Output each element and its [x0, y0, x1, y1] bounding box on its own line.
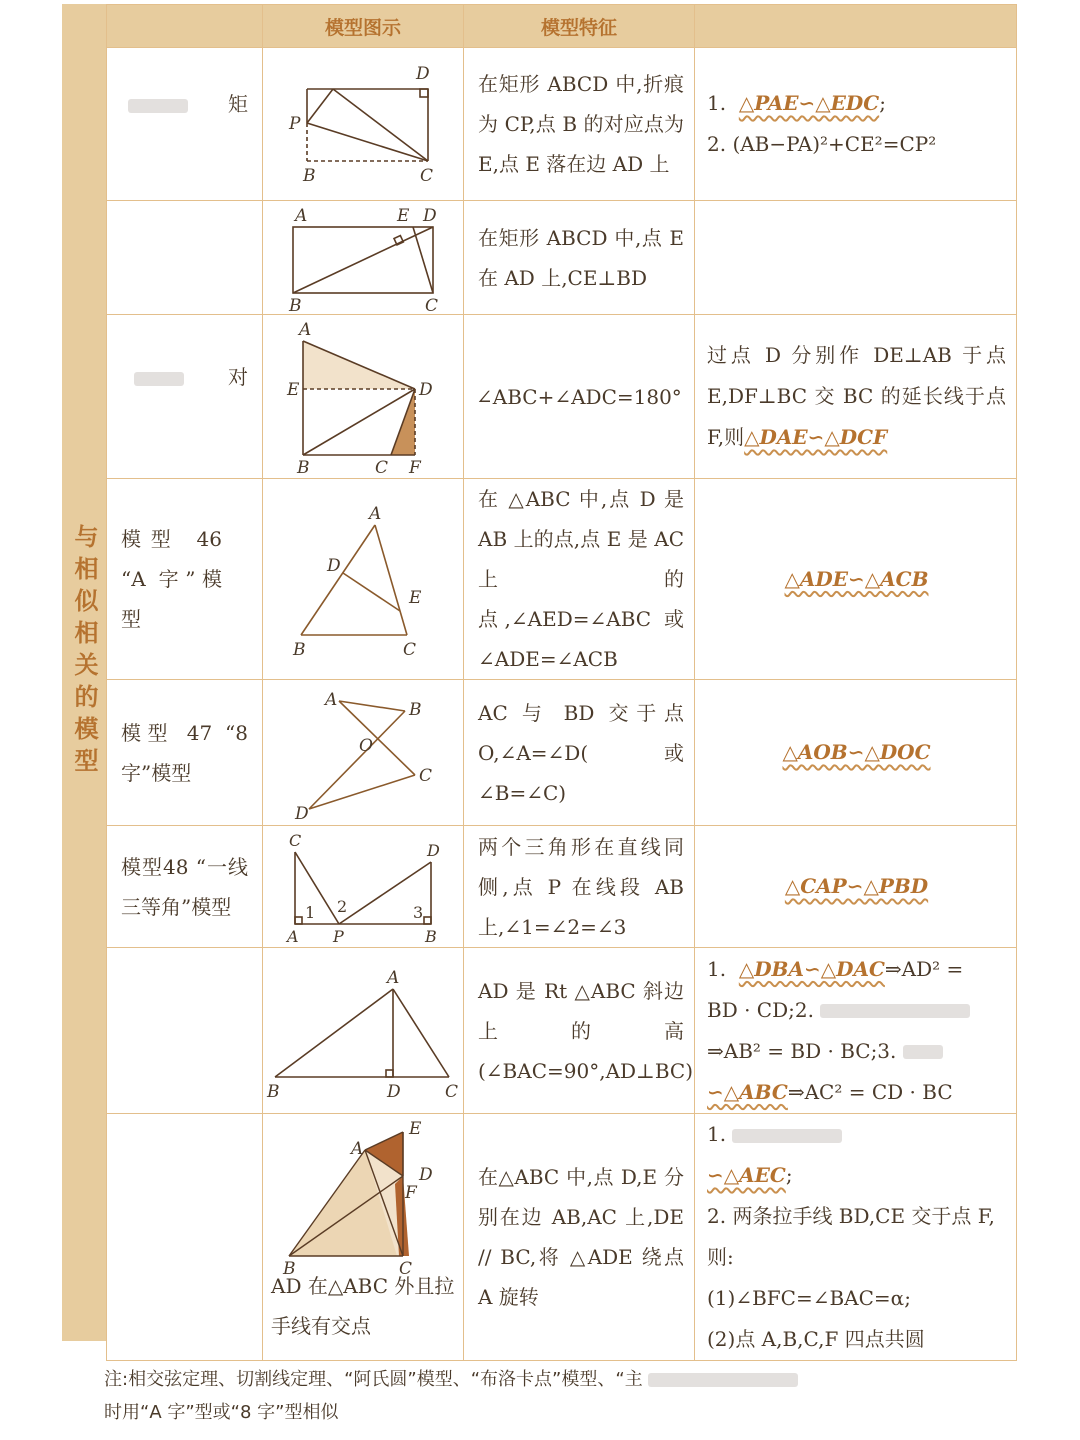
- faded-text: [134, 372, 184, 386]
- vertex-label: B: [293, 640, 306, 660]
- table-row: [107, 948, 1017, 1114]
- model-conclusion-cell: [695, 201, 1017, 315]
- model-name: 模型 46 “A 字”模型: [121, 527, 222, 631]
- similar-triangles: △PAE∽△EDC: [738, 91, 880, 115]
- model-conclusion-cell: [695, 680, 1017, 826]
- vertex-label: D: [419, 1165, 433, 1185]
- header-feature: 模型特征: [464, 5, 695, 48]
- model-figure: [263, 948, 464, 1114]
- figure-caption: AD 在△ABC 外且拉手线有交点: [271, 1274, 455, 1338]
- side-category-label: 与相似相关的模型: [70, 524, 98, 780]
- model-feature: 在矩形 ABCD 中,折痕为 CP,点 B 的对应点为 E,点 E 落在边 AD 上: [478, 72, 684, 176]
- model-feature: ∠ABC+∠ADC=180°: [476, 384, 682, 409]
- vertex-label: B: [425, 926, 437, 946]
- model-name-cell: [107, 48, 263, 201]
- similar-triangles: △DAE∽△DCF: [744, 425, 888, 449]
- vertex-label: E: [397, 205, 410, 226]
- opposite-right-angle-diagram: [263, 317, 463, 477]
- table-row: [107, 680, 1017, 826]
- model-conclusion-cell: [695, 948, 1017, 1114]
- vertex-label: D: [387, 1081, 401, 1102]
- model-figure: [263, 680, 464, 826]
- vertex-label: A: [351, 1139, 364, 1159]
- vertex-label: C: [289, 830, 302, 850]
- a-shape-diagram: [263, 499, 463, 659]
- table-row: [107, 315, 1017, 479]
- model-feature: 在 △ABC 中,点 D 是 AB 上的点,点 E 是 AC 上的点,∠AED=∠ABC 或 ∠ADE=∠ACB: [478, 487, 684, 671]
- rectangle-perpendicular-diagram: [263, 203, 463, 316]
- model-figure: [263, 826, 464, 948]
- angle-label: 3: [413, 902, 424, 922]
- right-triangle-altitude-diagram: [263, 951, 463, 1111]
- faded-text: [820, 1004, 970, 1018]
- vertex-label: C: [445, 1081, 459, 1102]
- model-feature-cell: [464, 680, 695, 826]
- vertex-label: A: [287, 926, 299, 946]
- vertex-label: B: [283, 1259, 296, 1279]
- vertex-label: B: [267, 1081, 280, 1102]
- similar-triangles: ∽△ABC: [707, 1079, 788, 1104]
- model-feature: 在矩形 ABCD 中,点 E 在 AD 上,CE⊥BD: [478, 225, 684, 290]
- model-conclusion-cell: [695, 826, 1017, 948]
- faded-text: [903, 1045, 943, 1059]
- vertex-label: D: [427, 840, 440, 860]
- faded-text: [732, 1129, 842, 1143]
- model-figure: [263, 48, 464, 201]
- vertex-label: D: [419, 379, 433, 400]
- model-figure: [263, 315, 464, 479]
- vertex-label: B: [297, 457, 310, 478]
- model-conclusion: 1. △PAE∽△EDC; 2. (AB−PA)²+CE²=CP²: [695, 83, 1016, 165]
- model-feature-cell: [464, 479, 695, 680]
- hand-in-hand-diagram: [263, 1114, 463, 1279]
- eight-shape-diagram: [263, 683, 463, 823]
- vertex-label: P: [333, 926, 344, 946]
- vertex-label: D: [295, 803, 309, 824]
- table-row: [107, 48, 1017, 201]
- vertex-label: C: [403, 640, 417, 660]
- header-figure: 模型图示: [263, 5, 464, 48]
- vertex-label: B: [303, 166, 316, 186]
- similar-triangles: ∽△AEC: [707, 1163, 786, 1187]
- similar-triangles: △CAP∽△PBD: [784, 874, 929, 898]
- faded-text: [128, 99, 188, 113]
- conclusion-line: (1)∠BFC=∠BAC=α;: [707, 1286, 911, 1310]
- similar-triangles: △ADE∽△ACB: [784, 566, 929, 591]
- model-conclusion-cell: [695, 315, 1017, 479]
- faded-text: [648, 1373, 798, 1387]
- model-conclusion-cell: [695, 1114, 1017, 1361]
- vertex-label: B: [289, 295, 302, 316]
- footnote: 注:相交弦定理、切割线定理、“阿氏圆”模型、“布洛卡点”模型、“主 时用“A 字”型或“8 字”型相似: [104, 1363, 1004, 1429]
- model-conclusion: 过点 D 分别作 DE⊥AB 于点 E,DF⊥BC 交 BC 的延长线于点 F,则△DAE∽△DCF: [707, 343, 1006, 449]
- model-name-cell: [107, 948, 263, 1114]
- vertex-label: P: [289, 114, 301, 134]
- table-row: [107, 826, 1017, 948]
- model-name-cell: [107, 680, 263, 826]
- vertex-label: A: [295, 205, 308, 226]
- model-feature: 两个三角形在直线同侧,点 P 在线段 AB 上,∠1=∠2=∠3: [478, 834, 684, 939]
- vertex-label: B: [409, 699, 422, 720]
- table-row: [107, 479, 1017, 680]
- model-conclusion-cell: [695, 479, 1017, 680]
- model-feature-cell: [464, 315, 695, 479]
- vertex-label: E: [409, 588, 422, 608]
- model-name-cell: [107, 315, 263, 479]
- vertex-label: O: [359, 735, 373, 756]
- model-name-cell: [107, 201, 263, 315]
- angle-label: 1: [305, 902, 316, 922]
- vertex-label: F: [405, 1183, 417, 1203]
- table-row: [107, 201, 1017, 315]
- header-row: [107, 5, 1017, 48]
- vertex-label: C: [399, 1259, 413, 1279]
- vertex-label: A: [387, 967, 400, 988]
- model-feature: AD 是 Rt △ABC 斜边上的高(∠BAC=90°,AD⊥BC): [478, 978, 694, 1083]
- conclusion-line: 2. (AB−PA)²+CE²=CP²: [707, 132, 937, 156]
- angle-label: 2: [337, 896, 348, 916]
- vertex-label: C: [420, 166, 434, 186]
- vertex-label: A: [369, 504, 382, 524]
- model-feature: AC 与 BD 交于点 O,∠A=∠D(或∠B=∠C): [478, 700, 684, 805]
- conclusion-line: (2)点 A,B,C,F 四点共圆: [707, 1327, 925, 1351]
- model-name: 模型48 “一线三等角”模型: [121, 854, 248, 919]
- conclusion-line: 2. 两条拉手线 BD,CE 交于点 F,则:: [707, 1204, 995, 1269]
- vertex-label: A: [325, 689, 338, 710]
- header-name: [107, 5, 263, 48]
- model-feature-cell: [464, 948, 695, 1114]
- vertex-label: C: [375, 457, 389, 478]
- vertex-label: E: [409, 1119, 422, 1139]
- model-conclusion: 1. ∽△AEC; 2. 两条拉手线 BD,CE 交于点 F,则: (1)∠BFC=∠BAC=α; (2)点 A,B,C,F 四点共圆: [695, 1114, 1016, 1360]
- model-name-cell: [107, 479, 263, 680]
- vertex-label: A: [299, 319, 312, 340]
- table-row: [107, 1114, 1017, 1361]
- model-name: 对: [107, 315, 262, 397]
- model-name: 模型 47 “8 字”模型: [121, 720, 248, 785]
- side-category-bar: [62, 4, 106, 1341]
- model-conclusion-cell: [695, 48, 1017, 201]
- model-figure: [263, 201, 464, 315]
- similar-triangles: △DBA∽△DAC: [738, 956, 885, 981]
- model-feature-cell: [464, 201, 695, 315]
- header-conclusion: [695, 5, 1017, 48]
- model-table: [106, 4, 1017, 1361]
- vertex-label: D: [423, 205, 437, 226]
- vertex-label: C: [419, 765, 433, 786]
- model-feature-cell: [464, 1114, 695, 1361]
- vertex-label: D: [327, 556, 341, 576]
- fold-rectangle-diagram: [263, 49, 463, 199]
- model-name: 矩: [107, 48, 262, 124]
- one-line-three-angles-diagram: [263, 828, 463, 946]
- model-feature-cell: [464, 826, 695, 948]
- model-feature: 在△ABC 中,点 D,E 分别在边 AB,AC 上,DE // BC,将 △ADE 绕点 A 旋转: [478, 1165, 684, 1309]
- model-conclusion: 1. △DBA∽△DAC⇒AD² = BD · CD;2. ⇒AB² = BD · BC;3. ∽△ABC⇒AC² = CD · BC: [695, 949, 1016, 1113]
- model-name-cell: [107, 826, 263, 948]
- model-name-cell: [107, 1114, 263, 1361]
- similar-triangles: △AOB∽△DOC: [782, 740, 931, 764]
- vertex-label: D: [416, 64, 430, 84]
- vertex-label: E: [287, 379, 300, 400]
- model-figure: [263, 479, 464, 680]
- model-feature-cell: [464, 48, 695, 201]
- vertex-label: C: [425, 295, 439, 316]
- vertex-label: F: [409, 457, 421, 478]
- model-figure: [263, 1114, 464, 1361]
